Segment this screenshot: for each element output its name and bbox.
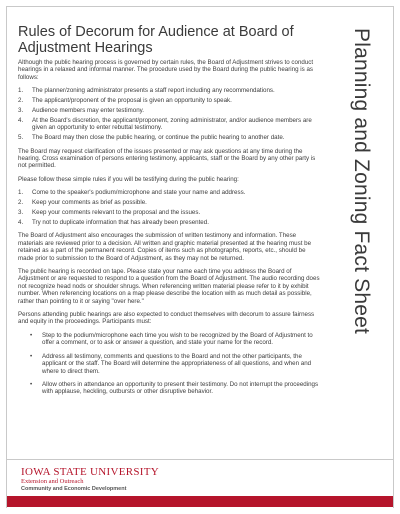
department-name: Community and Economic Development [21,486,127,492]
document-title: Rules of Decorum for Audience at Board of Adjustment Hearings [18,24,294,56]
procedure-number: 3. [18,107,24,115]
procedure-item [18,134,322,141]
clarification-paragraph: The Board may request clarification of the issues presented or may ask questions at any time during the hearing. Cross examination of persons entering testimony, applicants, staff or the Board by any other party is not permitted. [18,147,316,170]
procedure-item [18,87,322,94]
side-title-text: Planning and Zoning Fact Sheet [350,28,373,335]
rules-intro-paragraph: Please follow these simple rules if you will be testifying during the public hearing: [18,175,239,183]
procedure-text: The applicant/proponent of the proposal is given an opportunity to speak. [32,97,232,105]
decorum-list [18,332,322,396]
rule-text: Try not to duplicate information that has already been presented. [32,219,209,226]
side-title [338,28,384,468]
bullet-icon: • [30,380,33,388]
procedure-item [18,107,322,114]
rule-item [18,199,322,206]
procedure-text: The Board may then close the public hearing, or continue the public hearing to another date. [32,134,285,142]
university-logo [21,466,159,493]
extension-name: Extension and Outreach [21,478,84,485]
rule-item [18,219,322,226]
main-content [18,24,322,402]
intro-paragraph: Although the public hearing process is governed by certain rules, the Board of Adjustment strives to conduct hearings in a relaxed and informal manner. The procedure used by the Board during the public hearing is as follows: [18,59,314,81]
procedure-number: 5. [18,134,24,142]
procedure-text: The planner/zoning administrator presents a staff report including any recommendations. [32,87,275,95]
decorum-item [18,332,322,347]
procedure-text: At the Board's discretion, the applicant/proponent, zoning administrator, and/or audience members are given an opportunity to enter rebuttal testimony. [32,116,312,132]
rule-text: Keep your comments relevant to the proposal and the issues. [32,209,201,217]
decorum-text: Step to the podium/microphone each time you wish to be recognized by the Board of Adjustment to offer a comment, or to ask or answer a question, and state your name for the record. [42,331,313,347]
procedure-item [18,97,322,104]
decorum-item [18,381,322,396]
rule-number: 1. [18,189,24,197]
rule-number: 2. [18,199,24,207]
decorum-item [18,353,322,375]
decorum-intro-paragraph: Persons attending public hearings are also expected to conduct themselves with decorum to assure fairness and equity in the proceedings. Participants must: [18,311,315,326]
rule-text: Keep your comments as brief as possible. [32,199,147,207]
footer-red-bar [7,496,393,507]
bullet-icon: • [30,331,33,339]
rule-text: Come to the speaker's podium/microphone and state your name and address. [32,189,246,197]
recorded-paragraph: The public hearing is recorded on tape. Please state your name each time you address the Board of Adjustment or are requested to respond to a question from the Board of Adjustment. The audio recording does not recognize head nods or shoulder shrugs. When referencing written material please refer to it by exhibit number. When referencing locations on a map please describe the location with as much detail as possible, rather than pointing to it or saying "over here." [18,268,320,305]
procedure-number: 1. [18,87,24,95]
procedure-item [18,117,322,132]
procedure-number: 4. [18,116,24,124]
rules-list [18,189,322,226]
procedure-list [18,87,322,141]
rule-item [18,209,322,216]
rule-number: 4. [18,219,24,226]
rule-number: 3. [18,209,24,217]
decorum-text: Allow others in attendance an opportunity to present their testimony. Do not interrupt the proceedings with applause, heckling, outbursts or other disruptive behavior. [42,380,319,396]
decorum-text: Address all testimony, comments and questions to the Board and not the other participants, the applicant or the staff. The Board will determine the appropriateness of all questions, and when and where to direct them. [42,352,312,375]
rule-item [18,189,322,196]
university-name: IOWA STATE UNIVERSITY [21,466,160,478]
bullet-icon: • [30,352,33,360]
written-testimony-paragraph: The Board of Adjustment also encourages the submission of written testimony and information. These materials are reviewed prior to a decision. All written and graphic material presented at the hearing must be retained as a part of the permanent record. Copies of items such as photographs, reports, etc., should be made prior to submission to the Board of Adjustment, as they may not be returned. [18,232,312,262]
procedure-number: 2. [18,97,24,105]
procedure-text: Audience members may enter testimony. [32,107,144,115]
